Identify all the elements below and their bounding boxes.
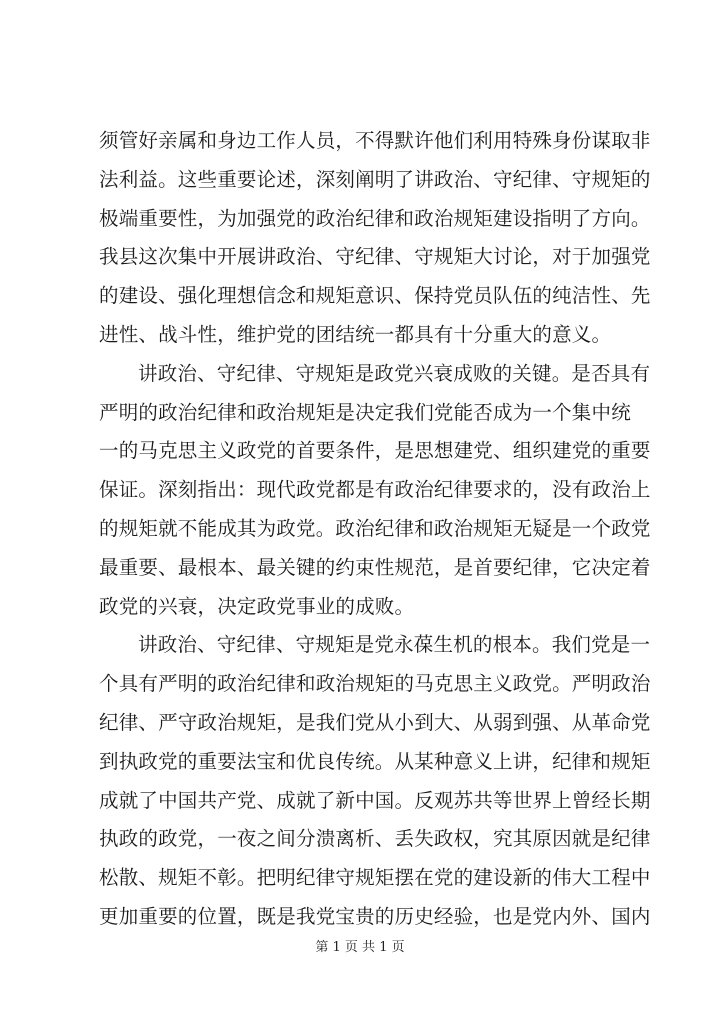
text-line: 更加重要的位置，既是我党宝贵的历史经验，也是党内外、国内: [99, 904, 651, 928]
text-line: 极端重要性，为加强党的政治纪律和政治规矩建设指明了方向。: [99, 206, 651, 230]
text-line: 成就了中国共产党、成就了新中国。反观苏共等世界上曾经长期: [99, 788, 651, 812]
text-line: 我县这次集中开展讲政治、守纪律、守规矩大讨论，对于加强党: [99, 245, 651, 269]
text-line: 保证。深刻指出：现代政党都是有政治纪律要求的，没有政治上: [99, 478, 651, 502]
text-line: 进性、战斗性，维护党的团结统一都具有十分重大的意义。: [99, 322, 612, 346]
text-line: 的规矩就不能成其为政党。政治纪律和政治规矩无疑是一个政党: [99, 516, 651, 540]
text-line: 严明的政治纪律和政治规矩是决定我们党能否成为一个集中统: [99, 400, 631, 424]
text-line: 须管好亲属和身边工作人员，不得默许他们利用特殊身份谋取非: [99, 129, 651, 152]
document-body: [99, 122, 659, 937]
text-line: 一的马克思主义政党的首要条件，是思想建党、组织建党的重要: [99, 439, 651, 463]
text-line: 个具有严明的政治纪律和政治规矩的马克思主义政党。严明政治: [99, 672, 651, 696]
text-line: 的建设、强化理想信念和规矩意识、保持党员队伍的纯洁性、先: [99, 284, 651, 308]
text-line: 讲政治、守纪律、守规矩是党永葆生机的根本。我们党是一: [138, 633, 651, 657]
text-line: 讲政治、守纪律、守规矩是政党兴衰成败的关键。是否具有: [138, 361, 651, 385]
text-line: 政党的兴衰，决定政党事业的成败。: [99, 594, 415, 618]
text-line: 法利益。这些重要论述，深刻阐明了讲政治、守纪律、守规矩的: [99, 167, 651, 191]
text-line: 到执政党的重要法宝和优良传统。从某种意义上讲，纪律和规矩: [99, 749, 651, 773]
text-line: 纪律、严守政治规矩，是我们党从小到大、从弱到强、从革命党: [99, 710, 651, 734]
text-line: 最重要、最根本、最关键的约束性规范，是首要纪律，它决定着: [99, 555, 651, 579]
page-footer: 第 1 页 共 1 页: [315, 940, 405, 955]
text-line: 松散、规矩不彰。把明纪律守规矩摆在党的建设新的伟大工程中: [99, 866, 651, 890]
text-line: 执政的政党，一夜之间分溃离析、丢失政权，究其原因就是纪律: [99, 827, 651, 851]
